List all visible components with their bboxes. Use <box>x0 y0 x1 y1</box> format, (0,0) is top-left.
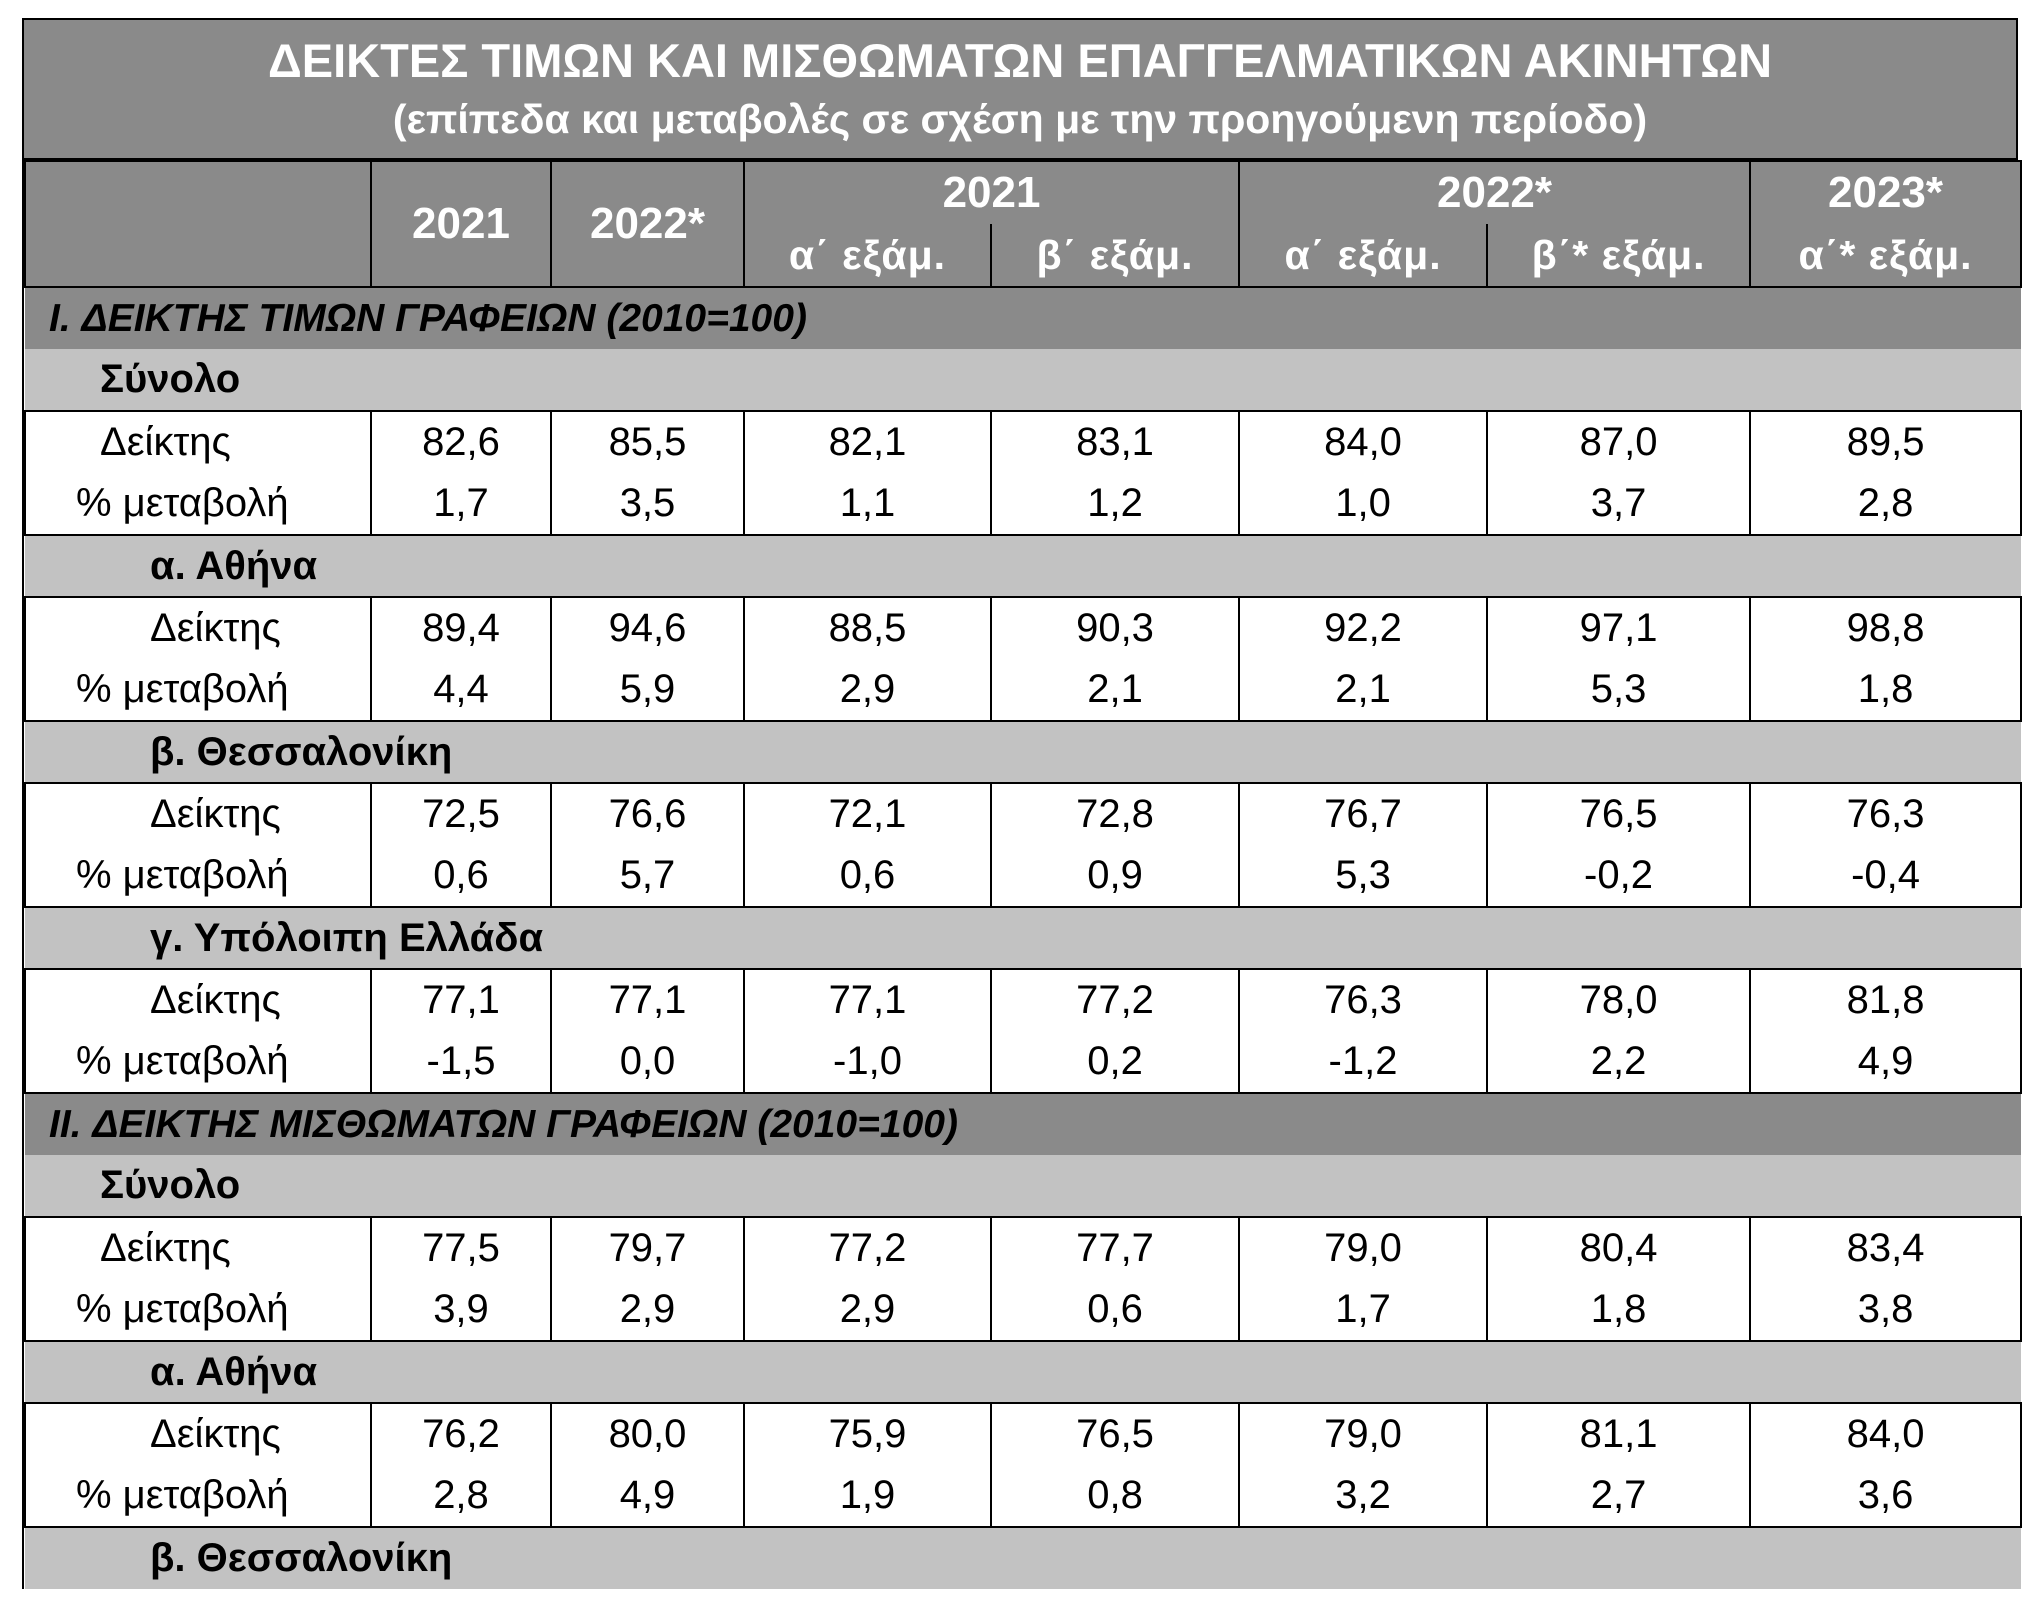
value-cell <box>1487 1217 1750 1341</box>
change-label: % μεταβολή <box>76 1473 289 1517</box>
index-value: 77,7 <box>1076 1226 1154 1270</box>
group-name: β. Θεσσαλονίκη <box>25 721 2021 783</box>
value-cell <box>1750 783 2021 907</box>
change-value: 2,1 <box>1087 667 1143 711</box>
value-cell <box>551 1403 744 1527</box>
change-value: 3,8 <box>1857 1287 1914 1331</box>
table-row <box>25 783 2021 907</box>
table-row <box>25 411 2021 535</box>
value-cell <box>1239 783 1487 907</box>
value-cell <box>551 597 744 721</box>
change-value: 5,7 <box>619 853 676 897</box>
index-value: 76,7 <box>1324 792 1402 836</box>
index-label: Δείκτης <box>150 1412 281 1456</box>
index-value: 97,1 <box>1579 606 1658 650</box>
row-label-cell <box>25 597 371 721</box>
index-value: 79,0 <box>1324 1226 1402 1270</box>
index-value: 88,5 <box>828 606 907 650</box>
change-value: 1,7 <box>433 481 489 525</box>
value-cell <box>744 597 991 721</box>
group-name: Σύνολο <box>25 1155 2021 1217</box>
value-cell <box>1750 1403 2021 1527</box>
change-value: 3,5 <box>619 481 676 525</box>
table-subtitle: (επίπεδα και μεταβολές σε σχέση με την προηγούμενη περίοδο) <box>392 96 1648 142</box>
change-label: % μεταβολή <box>76 1287 289 1331</box>
value-cell <box>1487 969 1750 1093</box>
row-label-cell <box>25 1217 371 1341</box>
change-label: % μεταβολή <box>76 667 289 711</box>
table-row <box>25 969 2021 1093</box>
change-value: 5,3 <box>1590 667 1647 711</box>
index-value: 94,6 <box>608 606 687 650</box>
change-value: 3,2 <box>1335 1473 1391 1517</box>
change-value: 2,9 <box>839 667 896 711</box>
value-cell <box>991 783 1239 907</box>
change-value: 0,9 <box>1087 853 1143 897</box>
index-value: 77,1 <box>828 978 907 1022</box>
group-name: α. Αθήνα <box>25 1341 2021 1403</box>
index-label: Δείκτης <box>100 1226 231 1270</box>
value-cell <box>371 1403 551 1527</box>
change-value: 0,8 <box>1087 1473 1143 1517</box>
index-value: 89,4 <box>422 606 500 650</box>
change-value: 1,2 <box>1087 481 1143 525</box>
header-sub-2021-b: β΄ εξάμ. <box>991 224 1239 287</box>
change-value: 1,1 <box>839 481 896 525</box>
index-value: 80,0 <box>608 1412 687 1456</box>
group-header-row <box>25 535 2021 597</box>
table-row <box>25 1403 2021 1527</box>
index-value: 76,3 <box>1324 978 1402 1022</box>
index-value: 81,1 <box>1579 1412 1658 1456</box>
header-empty-cell <box>25 161 371 287</box>
header-col-2022: 2022* <box>551 161 744 287</box>
change-value: 0,0 <box>619 1039 676 1083</box>
section-title: I. ΔΕΙΚΤΗΣ ΤΙΜΩΝ ΓΡΑΦΕΙΩΝ (2010=100) <box>25 287 2021 349</box>
index-value: 76,6 <box>608 792 687 836</box>
change-value: 2,7 <box>1590 1473 1647 1517</box>
change-value: 1,9 <box>839 1473 896 1517</box>
change-label: % μεταβολή <box>76 1039 289 1083</box>
header-sub-2023-a: α΄* εξάμ. <box>1750 224 2021 287</box>
change-value: -1,2 <box>1328 1039 1398 1083</box>
table-row <box>25 597 2021 721</box>
change-value: 0,2 <box>1087 1039 1143 1083</box>
value-cell <box>991 1403 1239 1527</box>
index-value: 98,8 <box>1846 606 1925 650</box>
value-cell <box>1487 1403 1750 1527</box>
change-value: 3,7 <box>1590 481 1647 525</box>
change-value: 2,8 <box>1857 481 1914 525</box>
index-value: 79,7 <box>608 1226 687 1270</box>
value-cell <box>1750 1217 2021 1341</box>
data-table <box>24 160 2022 1589</box>
value-cell <box>371 597 551 721</box>
group-name: α. Αθήνα <box>25 535 2021 597</box>
value-cell <box>1487 597 1750 721</box>
value-cell <box>991 1217 1239 1341</box>
group-name: Σύνολο <box>25 349 2021 411</box>
change-value: 1,7 <box>1335 1287 1391 1331</box>
value-cell <box>1239 1403 1487 1527</box>
value-cell <box>1239 597 1487 721</box>
index-value: 89,5 <box>1846 420 1925 464</box>
value-cell <box>551 1217 744 1341</box>
group-header-row <box>25 907 2021 969</box>
value-cell <box>1750 969 2021 1093</box>
header-group-2021: 2021 <box>744 161 1239 224</box>
group-name: β. Θεσσαλονίκη <box>25 1527 2021 1589</box>
index-value: 83,4 <box>1846 1226 1925 1270</box>
change-value: 5,9 <box>619 667 676 711</box>
change-value: 2,9 <box>619 1287 676 1331</box>
group-header-row <box>25 721 2021 783</box>
value-cell <box>371 1217 551 1341</box>
index-value: 77,2 <box>828 1226 907 1270</box>
change-value: 2,9 <box>839 1287 896 1331</box>
row-label-cell <box>25 1403 371 1527</box>
header-group-2022: 2022* <box>1239 161 1750 224</box>
index-value: 80,4 <box>1579 1226 1658 1270</box>
value-cell <box>1750 411 2021 535</box>
index-value: 75,9 <box>828 1412 907 1456</box>
group-header-row <box>25 349 2021 411</box>
row-label-cell <box>25 783 371 907</box>
header-sub-2021-a: α΄ εξάμ. <box>744 224 991 287</box>
index-value: 82,1 <box>828 420 907 464</box>
change-value: 3,6 <box>1857 1473 1914 1517</box>
change-value: 2,2 <box>1590 1039 1647 1083</box>
value-cell <box>551 411 744 535</box>
value-cell <box>371 411 551 535</box>
value-cell <box>551 969 744 1093</box>
change-value: 0,6 <box>433 853 489 897</box>
index-value: 83,1 <box>1076 420 1154 464</box>
index-value: 92,2 <box>1324 606 1402 650</box>
value-cell <box>744 783 991 907</box>
value-cell <box>371 969 551 1093</box>
group-header-row <box>25 1341 2021 1403</box>
price-index-table <box>22 18 2018 1589</box>
index-value: 79,0 <box>1324 1412 1402 1456</box>
title-block <box>24 20 2016 160</box>
header-col-2021: 2021 <box>371 161 551 287</box>
change-label: % μεταβολή <box>76 853 289 897</box>
index-value: 77,1 <box>608 978 687 1022</box>
change-label: % μεταβολή <box>76 481 289 525</box>
index-value: 76,5 <box>1076 1412 1154 1456</box>
index-value: 85,5 <box>608 420 687 464</box>
change-value: 4,4 <box>433 667 489 711</box>
index-value: 72,5 <box>422 792 500 836</box>
group-header-row <box>25 1155 2021 1217</box>
header-row-1 <box>25 161 2021 224</box>
index-value: 87,0 <box>1579 420 1658 464</box>
change-value: 2,1 <box>1335 667 1391 711</box>
value-cell <box>991 969 1239 1093</box>
index-value: 81,8 <box>1846 978 1925 1022</box>
value-cell <box>744 1403 991 1527</box>
change-value: -1,5 <box>426 1039 496 1083</box>
index-value: 76,5 <box>1579 792 1658 836</box>
value-cell <box>1239 1217 1487 1341</box>
index-label: Δείκτης <box>150 978 281 1022</box>
index-value: 90,3 <box>1076 606 1154 650</box>
value-cell <box>1487 783 1750 907</box>
index-label: Δείκτης <box>100 420 231 464</box>
index-label: Δείκτης <box>150 792 281 836</box>
index-value: 77,2 <box>1076 978 1154 1022</box>
change-value: 0,6 <box>1087 1287 1143 1331</box>
change-value: -0,4 <box>1851 853 1920 897</box>
row-label-cell <box>25 969 371 1093</box>
value-cell <box>1487 411 1750 535</box>
change-value: 4,9 <box>619 1473 676 1517</box>
change-value: -0,2 <box>1584 853 1653 897</box>
change-value: 1,0 <box>1335 481 1391 525</box>
index-value: 72,1 <box>828 792 907 836</box>
header-sub-2022-b: β΄* εξάμ. <box>1487 224 1750 287</box>
index-value: 77,1 <box>422 978 500 1022</box>
change-value: 0,6 <box>839 853 896 897</box>
value-cell <box>1239 969 1487 1093</box>
value-cell <box>744 411 991 535</box>
value-cell <box>744 1217 991 1341</box>
header-group-2023: 2023* <box>1750 161 2021 224</box>
index-value: 84,0 <box>1324 420 1402 464</box>
change-value: 3,9 <box>433 1287 489 1331</box>
group-header-row <box>25 1527 2021 1589</box>
change-value: 1,8 <box>1590 1287 1647 1331</box>
section-header-row <box>25 287 2021 349</box>
change-value: 2,8 <box>433 1473 489 1517</box>
value-cell <box>551 783 744 907</box>
row-label-cell <box>25 411 371 535</box>
value-cell <box>744 969 991 1093</box>
table-row <box>25 1217 2021 1341</box>
change-value: -1,0 <box>833 1039 902 1083</box>
change-value: 1,8 <box>1857 667 1914 711</box>
value-cell <box>991 597 1239 721</box>
index-value: 72,8 <box>1076 792 1154 836</box>
section-header-row <box>25 1093 2021 1155</box>
index-label: Δείκτης <box>150 606 281 650</box>
value-cell <box>991 411 1239 535</box>
index-value: 84,0 <box>1846 1412 1925 1456</box>
value-cell <box>1750 597 2021 721</box>
index-value: 76,2 <box>422 1412 500 1456</box>
value-cell <box>371 783 551 907</box>
header-sub-2022-a: α΄ εξάμ. <box>1239 224 1487 287</box>
group-name: γ. Υπόλοιπη Ελλάδα <box>25 907 2021 969</box>
index-value: 76,3 <box>1846 792 1925 836</box>
index-value: 77,5 <box>422 1226 500 1270</box>
section-title: II. ΔΕΙΚΤΗΣ ΜΙΣΘΩΜΑΤΩΝ ΓΡΑΦΕΙΩΝ (2010=100) <box>25 1093 2021 1155</box>
table-title: ΔΕΙΚΤΕΣ ΤΙΜΩΝ ΚΑΙ ΜΙΣΘΩΜΑΤΩΝ ΕΠΑΓΓΕΛΜΑΤΙΚΩΝ ΑΚΙΝΗΤΩΝ <box>267 34 1773 87</box>
change-value: 4,9 <box>1857 1039 1914 1083</box>
value-cell <box>1239 411 1487 535</box>
index-value: 78,0 <box>1579 978 1658 1022</box>
index-value: 82,6 <box>422 420 500 464</box>
change-value: 5,3 <box>1335 853 1391 897</box>
